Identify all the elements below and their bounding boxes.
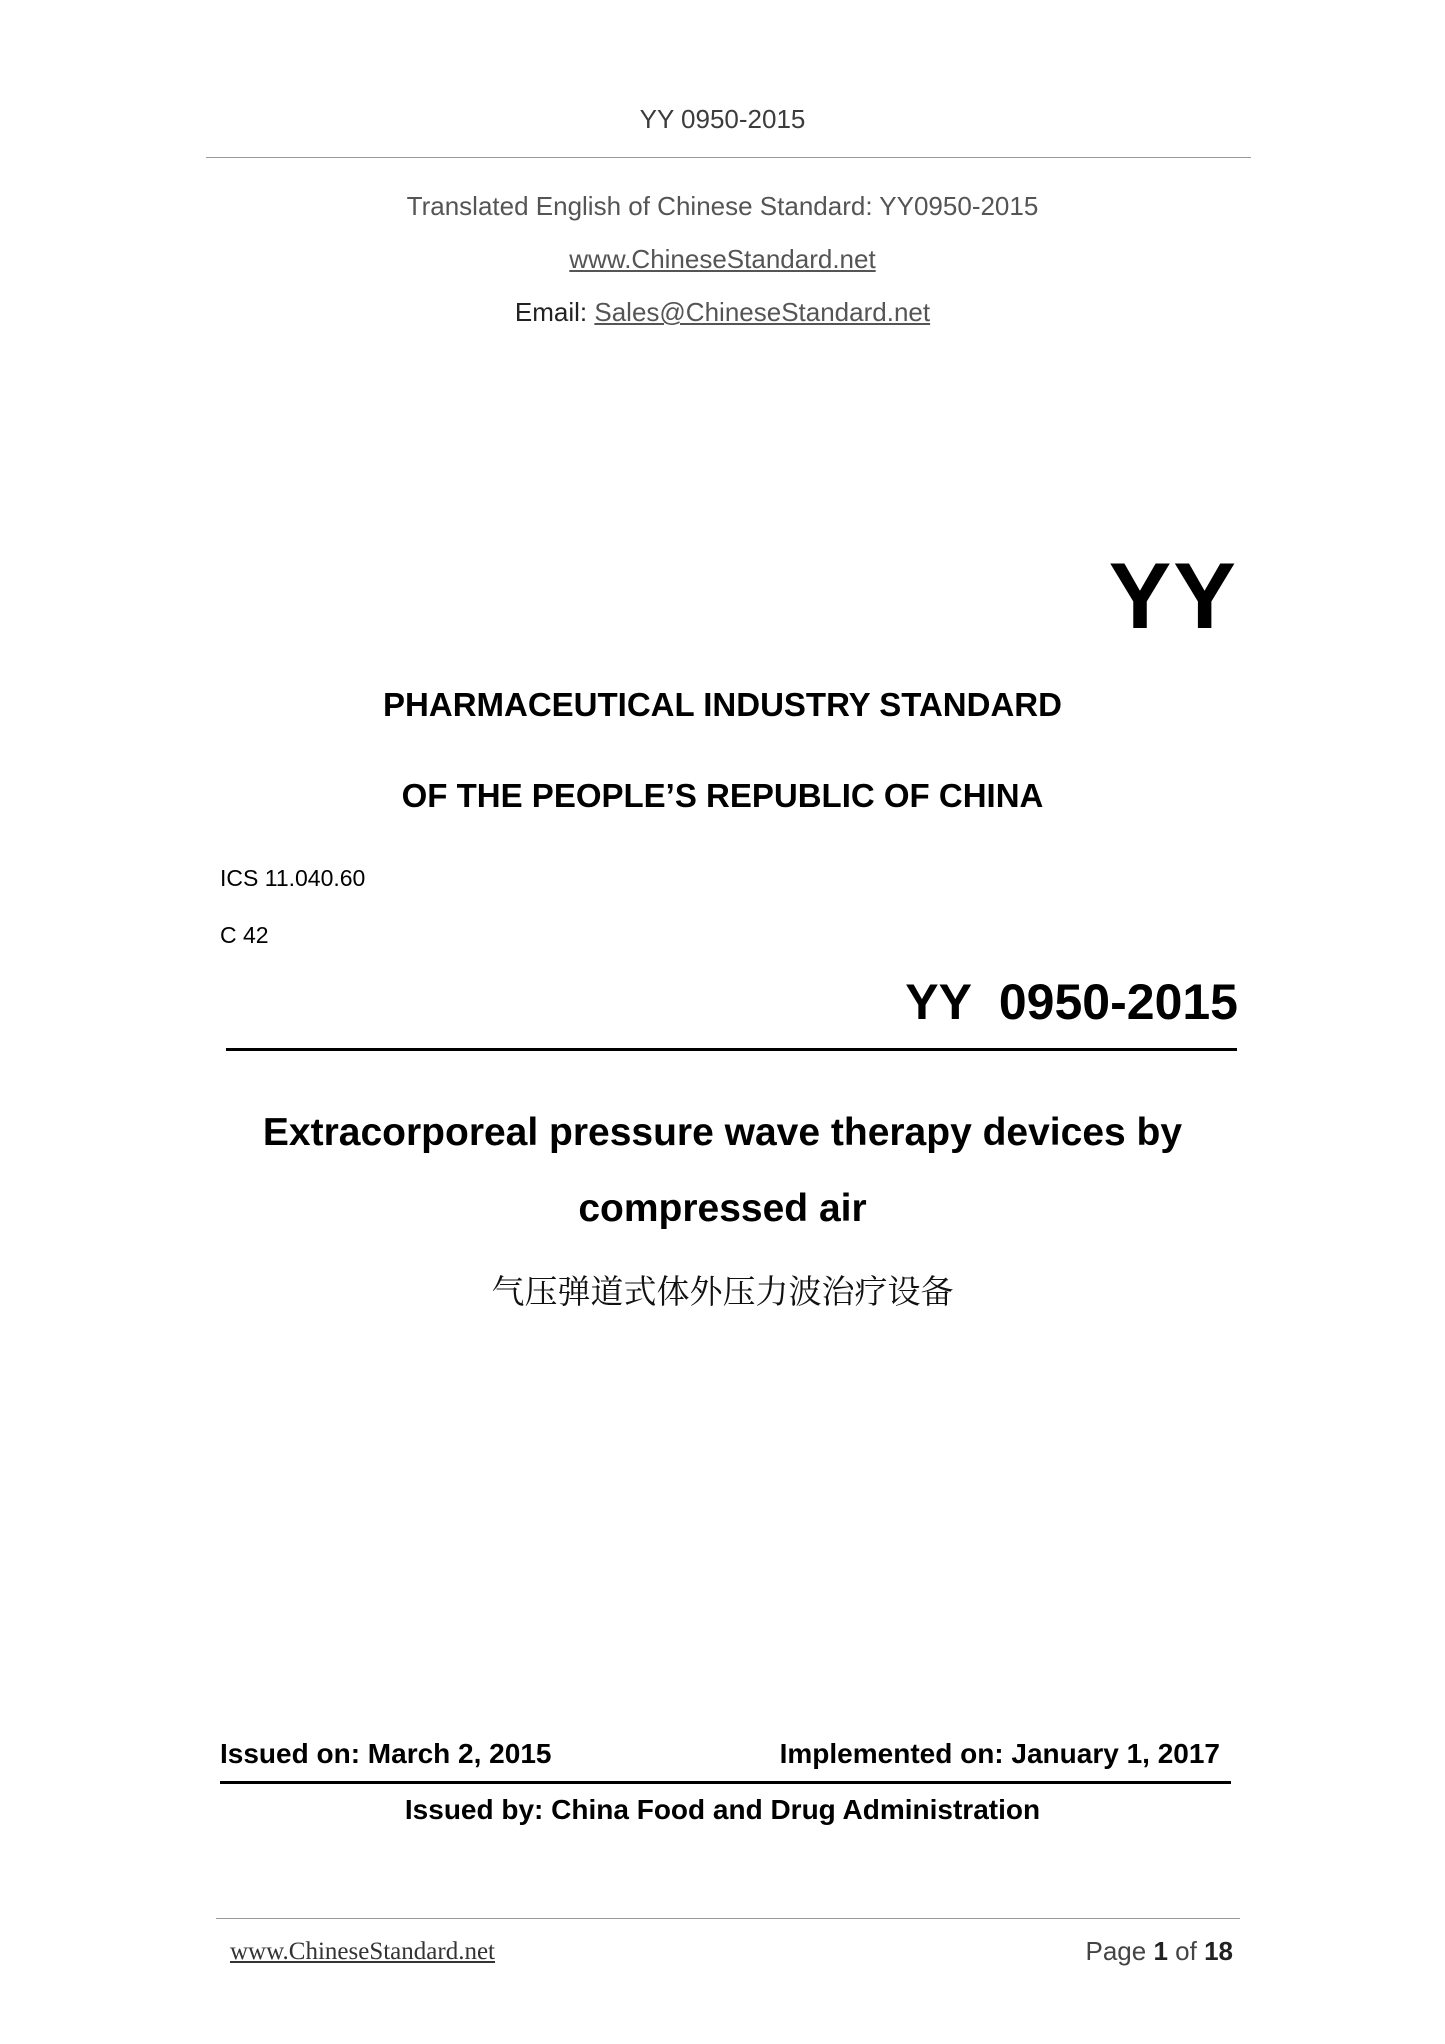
page-prefix: Page (1085, 1936, 1147, 1966)
page-indicator (1085, 1936, 1233, 1967)
email-link[interactable]: Sales@ChineseStandard.net (594, 297, 931, 327)
issued-on-date: Issued on: March 2, 2015 (220, 1738, 552, 1769)
standard-mark: YY (1108, 543, 1238, 648)
header-divider (206, 157, 1251, 158)
standard-number-divider (226, 1048, 1237, 1051)
industry-title-line2: OF THE PEOPLE’S REPUBLIC OF CHINA (401, 777, 1044, 814)
page-of: of (1175, 1936, 1197, 1966)
translation-note: Translated English of Chinese Standard: YY0950-2015 (406, 191, 1039, 221)
issued-by: Issued by: China Food and Drug Administration (404, 1794, 1041, 1825)
website-link[interactable]: www.ChineseStandard.net (569, 244, 876, 274)
title-english-line1: Extracorporeal pressure wave therapy devices by (262, 1111, 1183, 1154)
email-line (0, 297, 1445, 328)
title-chinese: 气压弹道式体外压力波治疗设备 (491, 1272, 954, 1311)
title-english-line2: compressed air (578, 1187, 867, 1230)
page-current: 1 (1153, 1936, 1168, 1966)
footer-website-link[interactable]: www.ChineseStandard.net (230, 1938, 495, 1965)
email-label: Email: (514, 297, 588, 327)
ccs-code: C 42 (220, 922, 269, 948)
industry-title-line1: PHARMACEUTICAL INDUSTRY STANDARD (383, 686, 1062, 723)
implemented-on-date: Implemented on: January 1, 2017 (779, 1738, 1220, 1769)
dates-divider (220, 1781, 1231, 1784)
footer-divider (216, 1918, 1240, 1919)
page-total: 18 (1204, 1936, 1233, 1966)
ics-code: ICS 11.040.60 (220, 865, 366, 891)
running-header: YY 0950-2015 (639, 104, 806, 134)
standard-number: YY 0950-2015 (905, 974, 1238, 1030)
